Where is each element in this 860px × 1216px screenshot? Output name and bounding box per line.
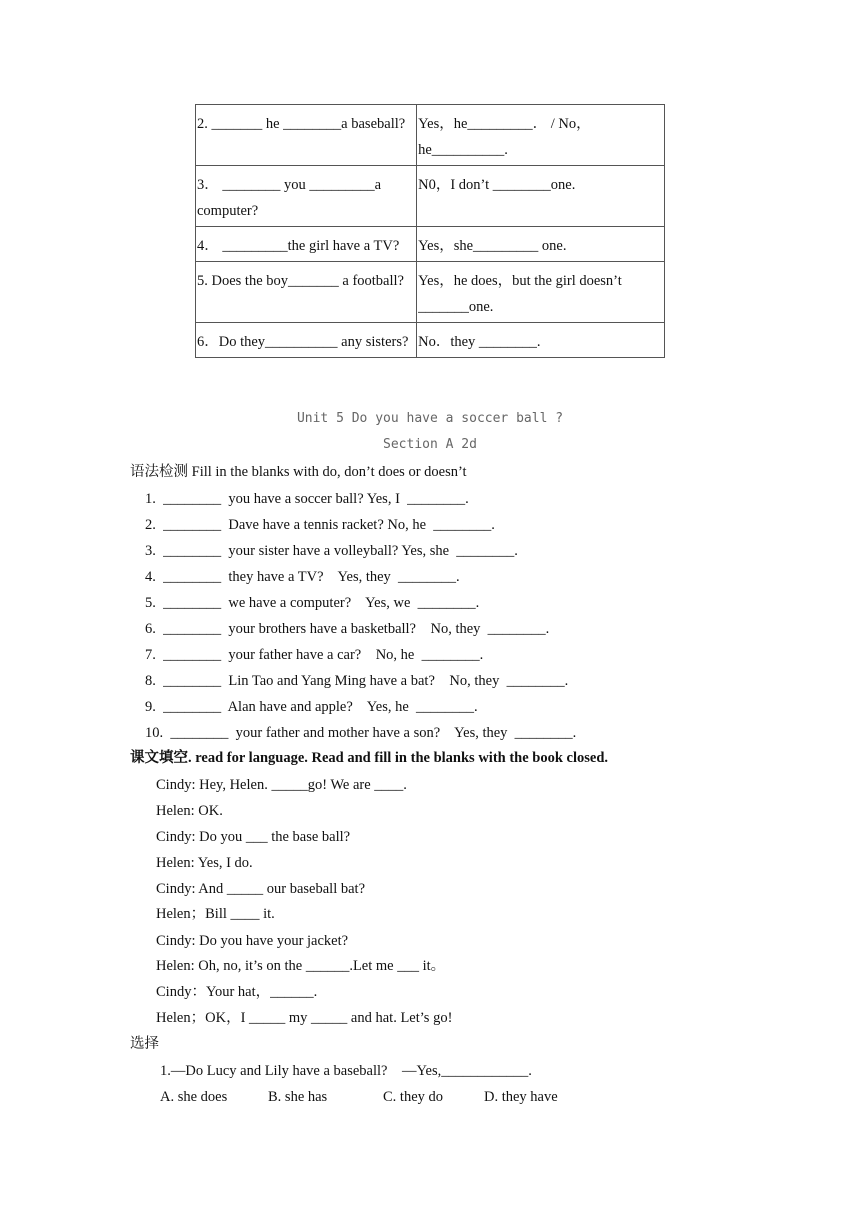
dialogue-line: Cindy: Hey, Helen. _____go! We are ____.	[156, 777, 407, 793]
grammar-item: 2. ________ Dave have a tennis racket? No, he ________.	[145, 517, 495, 533]
table-cell-question: 3． ________ you _________a computer?	[196, 166, 417, 227]
table-row	[196, 166, 665, 227]
choice-option-a: A. she does	[160, 1089, 228, 1105]
grammar-item: 6. ________ your brothers have a basketball? No, they ________.	[145, 621, 550, 637]
table-cell-answer: Yes，he does，but the girl doesn’t _______one.	[417, 262, 665, 323]
table-cell-question: 2. _______ he ________a baseball?	[196, 105, 417, 166]
grammar-heading: 语法检测 Fill in the blanks with do, don’t does or doesn’t	[130, 464, 467, 480]
unit-title: Unit 5 Do you have a soccer ball ?	[296, 411, 564, 426]
grammar-item: 4. ________ they have a TV? Yes, they ________.	[145, 569, 460, 585]
dialogue-line: Helen: Oh, no, it’s on the ______.Let me ___ it。	[156, 958, 446, 974]
reading-heading: 课文填空. read for language. Read and fill in the blanks with the book closed.	[130, 750, 609, 766]
dialogue-line: Cindy: Do you ___ the base ball?	[156, 829, 351, 845]
table-cell-answer: No．they ________.	[417, 323, 665, 358]
table-row	[196, 323, 665, 358]
grammar-item: 3. ________ your sister have a volleyball? Yes, she ________.	[145, 543, 518, 559]
table-cell-question: 6．Do they__________ any sisters?	[196, 323, 417, 358]
table-row	[196, 227, 665, 262]
table-cell-answer: Yes，he_________． / No，he__________.	[417, 105, 665, 166]
grammar-item: 5. ________ we have a computer? Yes, we ________.	[145, 595, 480, 611]
choice-heading: 选择	[130, 1036, 159, 1052]
choice-option-c: C. they do	[383, 1089, 444, 1105]
grammar-item: 9. ________ Alan have and apple? Yes, he ________.	[145, 699, 478, 715]
dialogue-line: Cindy: Do you have your jacket?	[156, 933, 349, 949]
table-cell-answer: N0，I don’t ________one.	[417, 166, 665, 227]
choice-option-d: D. they have	[484, 1089, 558, 1105]
dialogue-line: Helen: OK.	[156, 803, 223, 819]
answer-table	[195, 104, 665, 358]
dialogue-line: Helen；OK，I _____ my _____ and hat. Let’s go!	[156, 1010, 453, 1026]
dialogue-line: Helen: Yes, I do.	[156, 855, 253, 871]
dialogue-line: Helen；Bill ____ it.	[156, 906, 275, 922]
grammar-item: 7. ________ your father have a car? No, he ________.	[145, 647, 484, 663]
dialogue-line: Cindy: And _____ our baseball bat?	[156, 881, 366, 897]
choice-option-b: B. she has	[268, 1089, 328, 1105]
table-cell-question: 4． _________the girl have a TV?	[196, 227, 417, 262]
table-row	[196, 105, 665, 166]
grammar-item: 8. ________ Lin Tao and Yang Ming have a bat? No, they ________.	[145, 673, 569, 689]
grammar-item: 10. ________ your father and mother have a son? Yes, they ________.	[145, 725, 577, 741]
section-title: Section A 2d	[383, 437, 477, 452]
grammar-item: 1. ________ you have a soccer ball? Yes, I ________.	[145, 491, 469, 507]
table-cell-question: 5. Does the boy_______ a football?	[196, 262, 417, 323]
table-row	[196, 262, 665, 323]
table-cell-answer: Yes，she_________ one.	[417, 227, 665, 262]
dialogue-line: Cindy：Your hat，______.	[156, 984, 318, 1000]
choice-question: 1.—Do Lucy and Lily have a baseball? —Yes,____________.	[160, 1063, 532, 1079]
